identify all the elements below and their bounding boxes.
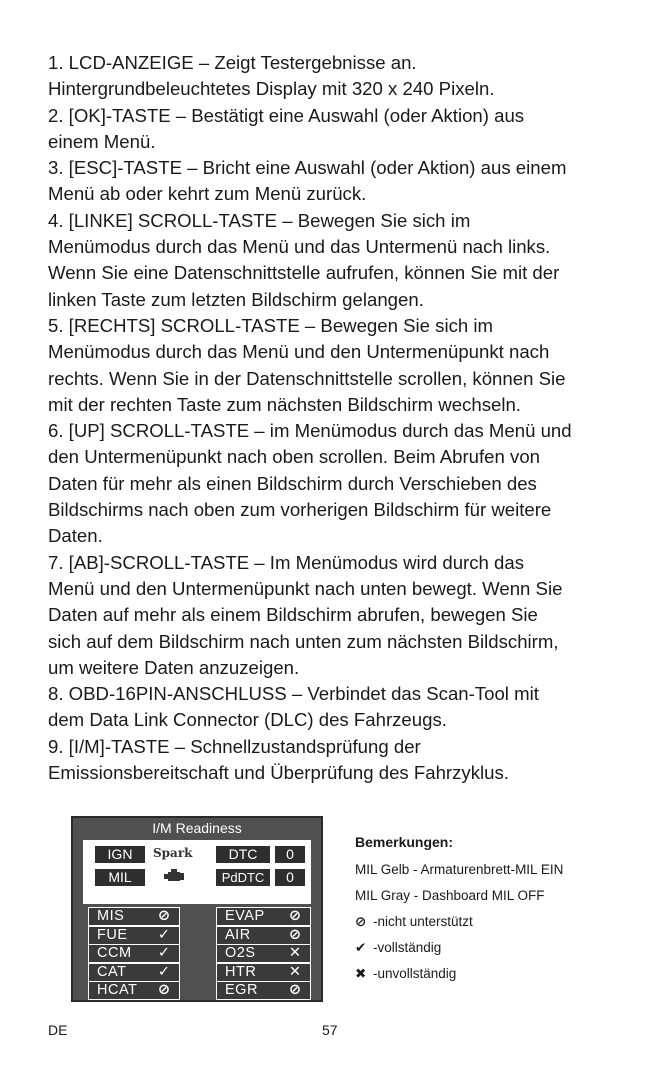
monitor-o2s xyxy=(216,944,311,963)
monitor-evap xyxy=(216,907,311,926)
monitor-name: AIR xyxy=(225,926,251,943)
list-item-line: Hintergrundbeleuchtetes Display mit 320 x 240 Pixeln. xyxy=(48,78,495,100)
monitor-name: FUE xyxy=(97,926,128,943)
not-supported-icon: ⊘ xyxy=(355,914,367,929)
monitor-name: HCAT xyxy=(97,982,138,998)
remark-incomplete: ✖ -unvollständig xyxy=(355,964,645,984)
status-box xyxy=(83,840,311,904)
monitor-name: EGR xyxy=(225,982,258,998)
list-item-line: 2. [OK]-TASTE – Bestätigt eine Auswahl (oder Aktion) aus xyxy=(48,104,525,126)
list-item-line: Emissionsbereitschaft und Überprüfung des Fahrzyklus. xyxy=(48,762,509,784)
remark-complete: ✔ -vollständig xyxy=(355,938,645,958)
remarks-title: Bemerkungen: xyxy=(355,834,454,850)
list-item-line: um weitere Daten anzuzeigen. xyxy=(48,656,300,678)
list-item xyxy=(48,50,628,103)
list-item-line: Daten. xyxy=(48,525,103,547)
list-item xyxy=(48,103,628,156)
list-item-line: dem Data Link Connector (DLC) des Fahrzeugs. xyxy=(48,709,447,731)
list-item-line: Daten für mehr als einen Bildschirm durch Verschieben des xyxy=(48,472,537,494)
list-item-line: Menü und den Untermenüpunkt nach unten bewegt. Wenn Sie xyxy=(48,577,563,599)
mil-label: MIL xyxy=(95,869,145,886)
key-description-list xyxy=(48,50,628,786)
monitor-cat xyxy=(88,963,180,982)
list-item-line: sich auf dem Bildschirm nach unten zum nächsten Bildschirm, xyxy=(48,630,559,652)
not-supported-icon: ⊘ xyxy=(157,908,171,924)
dtc-label: DTC xyxy=(216,846,270,863)
monitor-grid xyxy=(83,907,311,999)
page-number: 57 xyxy=(322,1022,338,1038)
cross-icon: ✖ xyxy=(355,966,367,981)
list-item-line: Bildschirms nach oben zum vorherigen Bildschirm für weitere xyxy=(48,499,552,521)
list-item-line: 5. [RECHTS] SCROLL-TASTE – Bewegen Sie sich im xyxy=(48,314,494,336)
not-supported-icon: ⊘ xyxy=(288,982,302,998)
list-item-line: Menü ab oder kehrt zum Menü zurück. xyxy=(48,183,367,205)
list-item-line: mit der rechten Taste zum nächsten Bildschirm wechseln. xyxy=(48,393,521,415)
list-item-line: 6. [UP] SCROLL-TASTE – im Menümodus durch das Menü und xyxy=(48,420,572,442)
monitor-name: HTR xyxy=(225,963,257,980)
dtc-value: 0 xyxy=(275,846,305,863)
not-supported-icon: ⊘ xyxy=(288,908,302,924)
list-item xyxy=(48,418,628,549)
remarks xyxy=(355,832,645,990)
check-icon: ✔ xyxy=(355,940,367,955)
monitor-air xyxy=(216,926,311,945)
monitor-htr xyxy=(216,963,311,982)
list-item xyxy=(48,208,628,313)
list-item xyxy=(48,313,628,418)
list-item xyxy=(48,155,628,208)
list-item-line: linken Taste zum letzten Bildschirm gelangen. xyxy=(48,288,424,310)
engine-icon xyxy=(163,867,185,885)
list-item xyxy=(48,681,628,734)
list-item-line: 7. [AB]-SCROLL-TASTE – Im Menümodus wird durch das xyxy=(48,551,525,573)
pddtc-value: 0 xyxy=(275,869,305,886)
monitor-name: CAT xyxy=(97,963,127,980)
cross-icon: ✕ xyxy=(288,963,302,980)
check-icon: ✓ xyxy=(157,945,171,961)
monitor-fue xyxy=(88,926,180,945)
remark-mil-gray: MIL Gray - Dashboard MIL OFF xyxy=(355,888,545,903)
im-readiness-screen xyxy=(71,816,323,1002)
panel-title: I/M Readiness xyxy=(152,820,242,836)
monitor-hcat xyxy=(88,981,180,1000)
monitor-name: O2S xyxy=(225,945,256,961)
list-item-line: 8. OBD-16PIN-ANSCHLUSS – Verbindet das Scan-Tool mit xyxy=(48,683,539,705)
monitor-name: EVAP xyxy=(225,908,265,924)
list-item-line: 9. [I/M]-TASTE – Schnellzustandsprüfung der xyxy=(48,735,421,757)
list-item xyxy=(48,734,628,787)
list-item-line: 1. LCD-ANZEIGE – Zeigt Testergebnisse an. xyxy=(48,52,417,73)
not-supported-icon: ⊘ xyxy=(288,926,302,943)
monitor-name: CCM xyxy=(97,945,132,961)
ign-label: IGN xyxy=(95,846,145,863)
list-item-line: 3. [ESC]-TASTE – Bricht eine Auswahl (oder Aktion) aus einem xyxy=(48,157,567,179)
footer-language: DE xyxy=(48,1022,68,1038)
list-item-line: einem Menü. xyxy=(48,130,156,152)
monitor-egr xyxy=(216,981,311,1000)
monitor-ccm xyxy=(88,944,180,963)
spark-label: Spark xyxy=(153,846,193,860)
list-item xyxy=(48,550,628,681)
monitor-mis xyxy=(88,907,180,926)
list-item-line: Wenn Sie eine Datenschnittstelle aufrufen, können Sie mit der xyxy=(48,262,560,284)
remark-mil-yellow: MIL Gelb - Armaturenbrett-MIL EIN xyxy=(355,862,564,877)
check-icon: ✓ xyxy=(157,926,171,943)
check-icon: ✓ xyxy=(157,963,171,980)
list-item-line: Menümodus durch das Menü und das Untermenü nach links. xyxy=(48,236,551,258)
remark-not-supported: ⊘ -nicht unterstützt xyxy=(355,912,645,932)
cross-icon: ✕ xyxy=(288,945,302,961)
list-item-line: Menümodus durch das Menü und den Untermenüpunkt nach xyxy=(48,341,550,363)
list-item-line: Daten auf mehr als einem Bildschirm abrufen, bewegen Sie xyxy=(48,604,538,626)
list-item-line: 4. [LINKE] SCROLL-TASTE – Bewegen Sie sich im xyxy=(48,209,471,231)
not-supported-icon: ⊘ xyxy=(157,982,171,998)
monitor-name: MIS xyxy=(97,908,125,924)
pddtc-label: PdDTC xyxy=(216,869,270,886)
list-item-line: den Untermenüpunkt nach oben scrollen. Beim Abrufen von xyxy=(48,446,541,468)
list-item-line: rechts. Wenn Sie in der Datenschnittstelle scrollen, können Sie xyxy=(48,367,566,389)
